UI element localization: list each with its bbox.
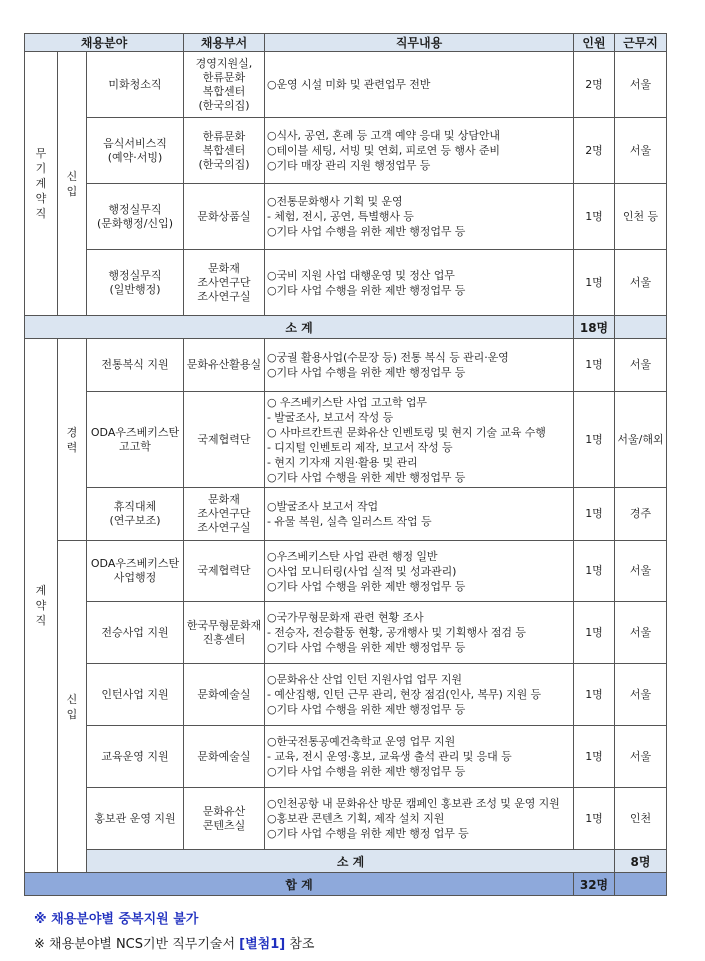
dept-cell: 문화예술실 <box>184 726 265 788</box>
dept-cell: 문화유산 콘텐츠실 <box>184 788 265 850</box>
subtotal-count: 18명 <box>574 316 615 339</box>
location-cell: 서울 <box>615 339 667 392</box>
duties-cell: ○발굴조사 보고서 작업 - 유물 복원, 실측 일러스트 작업 등 <box>265 488 574 541</box>
table-row <box>25 664 667 726</box>
field-cell: ODA우즈베키스탄 고고학 <box>87 392 184 488</box>
location-cell: 서울 <box>615 118 667 184</box>
location-cell: 인천 등 <box>615 184 667 250</box>
count-cell: 1명 <box>574 726 615 788</box>
dept-cell: 경영지원실, 한류문화 복합센터 (한국의집) <box>184 52 265 118</box>
table-row <box>25 541 667 602</box>
attachment-label: [별첨1] <box>239 937 286 952</box>
dept-cell: 문화재 조사연구단 조사연구실 <box>184 250 265 316</box>
duties-cell: ○문화유산 산업 인턴 지원사업 업무 지원 - 예산집행, 인턴 근무 관리, 현장 점검(인사, 복무) 지원 등 ○기타 사업 수행을 위한 제반 행정업무 등 <box>265 664 574 726</box>
total-label: 합 계 <box>25 873 574 896</box>
dept-cell: 문화예술실 <box>184 664 265 726</box>
section-label-new-contract: 신 입 <box>58 541 87 873</box>
field-cell: 행정실무직 (일반행정) <box>87 250 184 316</box>
subtotal-empty <box>615 316 667 339</box>
subtotal-label: 소 계 <box>25 316 574 339</box>
location-cell: 서울 <box>615 726 667 788</box>
table-row <box>25 726 667 788</box>
table-row <box>25 392 667 488</box>
dept-cell: 한류문화 복합센터 (한국의집) <box>184 118 265 184</box>
dept-cell: 국제협력단 <box>184 541 265 602</box>
table-row <box>25 339 667 392</box>
dept-cell: 문화재 조사연구단 조사연구실 <box>184 488 265 541</box>
total-count: 32명 <box>574 873 615 896</box>
table-row <box>25 52 667 118</box>
table-row <box>25 602 667 664</box>
duties-cell: ○ 우즈베키스탄 사업 고고학 업무 - 발굴조사, 보고서 작성 등 ○ 사마르칸트권 문화유산 인벤토링 및 현지 기술 교육 수행 - 디지털 인벤토리 제작, 보고서 작성 등 - 현지 기자재 지원·활용 및 관리 ○기타 사업 수행을 위한 제반 행정업무 등 <box>265 392 574 488</box>
duties-cell: ○한국전통공예건축학교 운영 업무 지원 - 교육, 전시 운영·홍보, 교육생 출석 관리 및 응대 등 ○기타 사업 수행을 위한 제반 행정업무 등 <box>265 726 574 788</box>
header-duties: 직무내용 <box>265 34 574 52</box>
note-no-duplicate: ※ 채용분야별 중복지원 불가 <box>34 912 199 927</box>
location-cell: 인천 <box>615 788 667 850</box>
count-cell: 1명 <box>574 488 615 541</box>
location-cell: 서울/해외 <box>615 392 667 488</box>
duties-cell: ○우즈베키스탄 사업 관련 행정 일반 ○사업 모니터링(사업 실적 및 성과관리) ○기타 사업 수행을 위한 제반 행정업무 등 <box>265 541 574 602</box>
count-cell: 2명 <box>574 118 615 184</box>
field-cell: 전승사업 지원 <box>87 602 184 664</box>
section-label-contract: 계 약 직 <box>25 339 58 873</box>
table-row <box>25 250 667 316</box>
field-cell: 휴직대체 (연구보조) <box>87 488 184 541</box>
note-ncs-reference <box>34 933 314 952</box>
duties-cell: ○인천공항 내 문화유산 방문 캠페인 홍보관 조성 및 운영 지원 ○홍보관 콘텐츠 기획, 제작 설치 지원 ○기타 사업 수행을 위한 제반 행정 업무 등 <box>265 788 574 850</box>
field-cell: 음식서비스직 (예약·서빙) <box>87 118 184 184</box>
field-cell: ODA우즈베키스탄 사업행정 <box>87 541 184 602</box>
header-field: 채용분야 <box>25 34 184 52</box>
count-cell: 1명 <box>574 788 615 850</box>
header-dept: 채용부서 <box>184 34 265 52</box>
section-label-career: 경 력 <box>58 339 87 541</box>
field-cell: 미화청소직 <box>87 52 184 118</box>
dept-cell: 문화유산활용실 <box>184 339 265 392</box>
field-cell: 홍보관 운영 지원 <box>87 788 184 850</box>
field-cell: 전통복식 지원 <box>87 339 184 392</box>
count-cell: 1명 <box>574 541 615 602</box>
header-location: 근무지 <box>615 34 667 52</box>
table-row <box>25 184 667 250</box>
dept-cell: 문화상품실 <box>184 184 265 250</box>
duties-cell: ○국비 지원 사업 대행운영 및 정산 업무 ○기타 사업 수행을 위한 제반 행정업무 등 <box>265 250 574 316</box>
location-cell: 서울 <box>615 664 667 726</box>
note-ncs-suffix: 참조 <box>285 937 315 952</box>
location-cell: 서울 <box>615 52 667 118</box>
duties-cell: ○식사, 공연, 혼례 등 고객 예약 응대 및 상담안내 ○테이블 세팅, 서빙 및 연회, 피로연 등 행사 준비 ○기타 매장 관리 지원 행정업무 등 <box>265 118 574 184</box>
header-row <box>25 34 667 52</box>
count-cell: 1명 <box>574 392 615 488</box>
table-row <box>25 118 667 184</box>
section-label-new: 신 입 <box>58 52 87 316</box>
total-empty <box>615 873 667 896</box>
subtotal-row <box>25 316 667 339</box>
dept-cell: 국제협력단 <box>184 392 265 488</box>
section-label-permanent: 무 기 계 약 직 <box>25 52 58 316</box>
note-ncs-prefix: ※ 채용분야별 NCS기반 직무기술서 <box>34 937 240 952</box>
table-row <box>25 488 667 541</box>
location-cell: 서울 <box>615 541 667 602</box>
dept-cell: 한국무형문화재 진흥센터 <box>184 602 265 664</box>
location-cell: 서울 <box>615 602 667 664</box>
duties-cell: ○전통문화행사 기획 및 운영 - 체험, 전시, 공연, 특별행사 등 ○기타 사업 수행을 위한 제반 행정업무 등 <box>265 184 574 250</box>
field-cell: 인턴사업 지원 <box>87 664 184 726</box>
field-cell: 행정실무직 (문화행정/신입) <box>87 184 184 250</box>
count-cell: 1명 <box>574 339 615 392</box>
subtotal-label: 소 계 <box>87 850 615 873</box>
duties-cell: ○국가무형문화재 관련 현황 조사 - 전승자, 전승활동 현황, 공개행사 및 기획행사 점검 등 ○기타 사업 수행을 위한 제반 행정업무 등 <box>265 602 574 664</box>
count-cell: 2명 <box>574 52 615 118</box>
duties-cell: ○궁궐 활용사업(수문장 등) 전통 복식 등 관리·운영 ○기타 사업 수행을 위한 제반 행정업무 등 <box>265 339 574 392</box>
count-cell: 1명 <box>574 602 615 664</box>
count-cell: 1명 <box>574 664 615 726</box>
location-cell: 서울 <box>615 250 667 316</box>
table-row <box>25 788 667 850</box>
count-cell: 1명 <box>574 184 615 250</box>
header-count: 인원 <box>574 34 615 52</box>
subtotal-count: 8명 <box>615 850 667 873</box>
subtotal-row <box>25 850 667 873</box>
recruitment-table <box>24 33 667 896</box>
field-cell: 교육운영 지원 <box>87 726 184 788</box>
duties-cell: ○운영 시설 미화 및 관련업무 전반 <box>265 52 574 118</box>
location-cell: 경주 <box>615 488 667 541</box>
count-cell: 1명 <box>574 250 615 316</box>
total-row <box>25 873 667 896</box>
